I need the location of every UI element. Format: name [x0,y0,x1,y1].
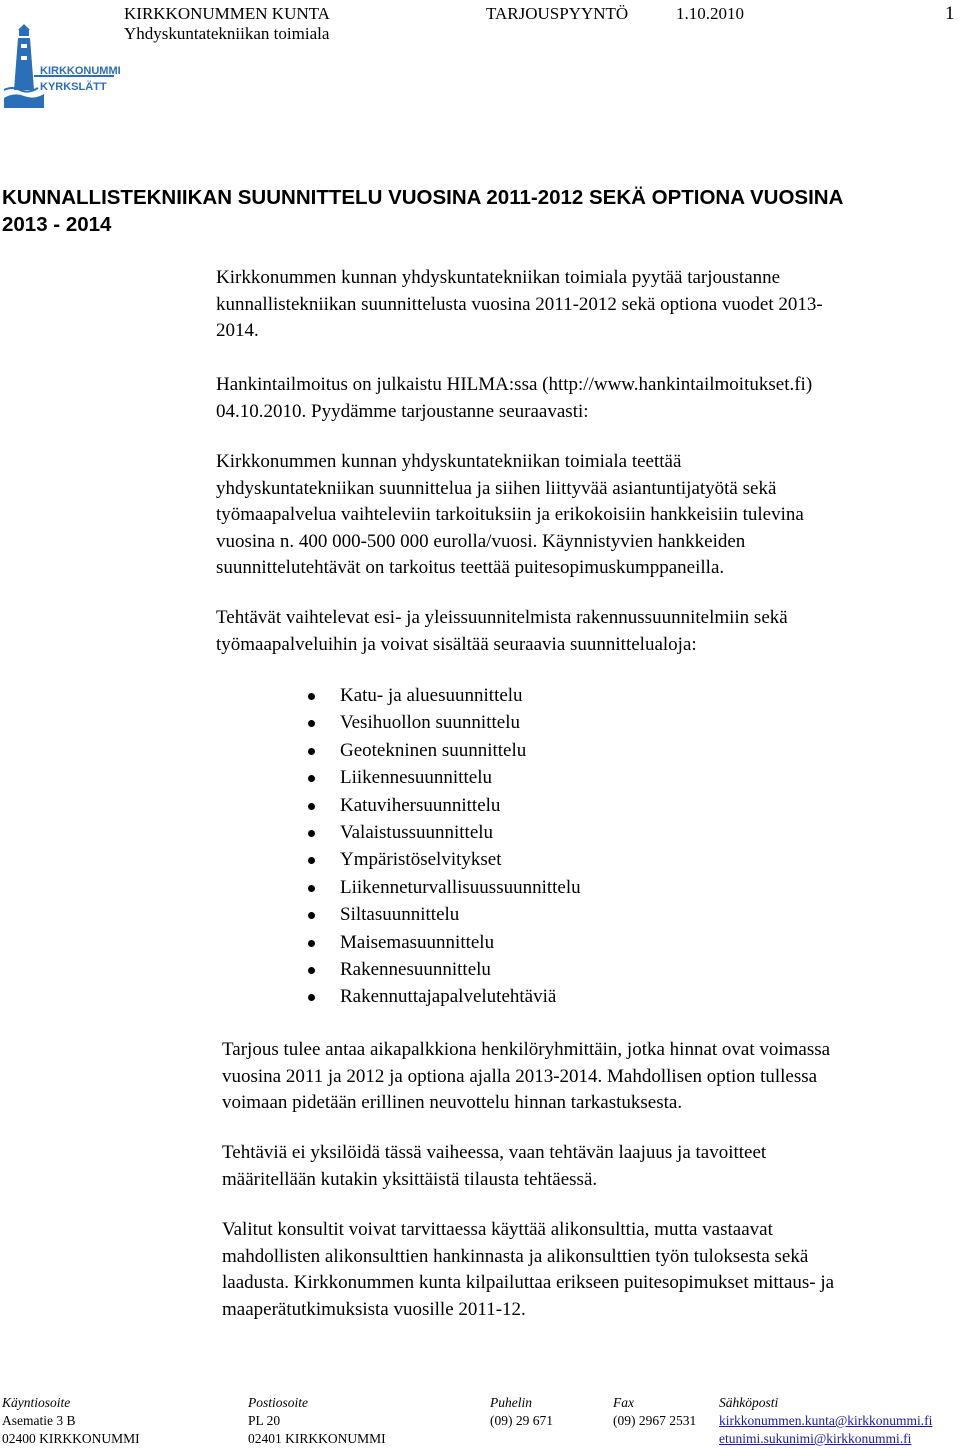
intro-line: kunnallistekniikan suunnittelusta vuosina 2011-2012 sekä optiona vuodet 2013- [216,293,823,315]
scope-line: suunnittelutehtävät on tarkoitus teettää puitesopimuskumppaneilla. [216,557,725,578]
bullet-icon [308,775,315,782]
bullet-icon [308,885,315,892]
list-item [308,874,581,901]
header-department: Yhdyskuntatekniikan toimiala [124,24,330,43]
bullet-icon [308,857,315,864]
intro-line: 2014. [216,320,259,341]
list-item-label: Maisemasuunnittelu [340,931,495,953]
notice-line: Hankintailmoitus on julkaistu HILMA:ssa (http://www.hankintailmoitukset.fi) [216,374,813,395]
notice-paragraph [216,372,812,425]
bullet-icon [308,748,315,755]
header-doctype: TARJOUSPYYNTÖ [486,4,629,23]
footer-postal-address [248,1394,386,1448]
document-title [2,184,952,238]
list-item [308,929,581,956]
scope-line: yhdyskuntatekniikan suunnittelua ja siihen liittyvää asiantuntijatyötä sekä [216,477,777,499]
footer-visit-street: Asematie 3 B [2,1413,76,1428]
offer-line: Tarjous tulee antaa aikapalkkiona henkilöryhmittäin, jotka hinnat ovat voimassa [222,1039,831,1060]
footer-email [719,1394,932,1448]
individual-paragraph [222,1140,766,1193]
subcontract-line: mahdollisten alikonsulttien hankinnasta ja alikonsulttien työn tuloksesta sekä [222,1245,809,1267]
list-item-label: Geotekninen suunnittelu [340,739,527,761]
bullet-icon [308,830,315,837]
list-item [308,737,581,764]
footer-visit-address [2,1394,140,1448]
list-item-label: Liikennesuunnittelu [340,767,492,789]
footer-phone [490,1394,553,1430]
header-date: 1.10.2010 [676,4,744,23]
list-item-label: Katuvihersuunnittelu [340,794,501,816]
title-line-1: KUNNALLISTEKNIIKAN SUUNNITTELU VUOSINA 2011-2012 SEKÄ OPTIONA VUOSINA [2,186,844,209]
list-item-label: Katu- ja aluesuunnittelu [340,685,523,706]
footer-post-heading: Postiosoite [248,1395,308,1410]
list-item-label: Ympäristöselvitykset [340,849,502,871]
tasks-line: Tehtävät vaihtelevat esi- ja yleissuunnitelmista rakennussuunnitelmiin sekä [216,607,788,628]
notice-line: 04.10.2010. Pyydämme tarjoustanne seuraavasti: [216,400,589,422]
bullet-icon [308,967,315,974]
list-item [308,901,581,928]
logo-text-fi: KIRKKONUMMI [40,65,121,77]
list-item-label: Vesihuollon suunnittelu [340,712,520,734]
tasks-line: työmaapalveluihin ja voivat sisältää seuraavia suunnittelualoja: [216,633,697,655]
footer-email-heading: Sähköposti [719,1395,779,1410]
bullet-icon [308,940,315,947]
subcontract-paragraph [222,1217,834,1323]
subcontract-line: Valitut konsultit voivat tarvittaessa käyttää alikonsulttia, mutta vastaavat [222,1219,773,1240]
subcontract-line: laadusta. Kirkkonummen kunta kilpailuttaa erikseen puitesopimukset mittaus- ja [222,1272,835,1293]
list-item [308,819,581,846]
offer-line: vuosina 2011 ja 2012 ja optiona ajalla 2013-2014. Mahdollisen option tullessa [222,1065,818,1087]
bullet-icon [308,720,315,727]
footer-email-link-personal[interactable]: etunimi.sukunimi@kirkkonummi.fi [719,1431,912,1446]
offer-paragraph [222,1037,830,1117]
list-item [308,956,581,983]
list-item-label: Valaistussuunnittelu [340,821,494,843]
footer-fax [613,1394,696,1430]
offer-line: voimaan pidetään erillinen neuvottelu hinnan tarkastuksesta. [222,1092,683,1113]
lighthouse-logo-icon [4,20,124,108]
list-item [308,792,581,819]
scope-line: työmaapalvelua vaihteleviin tarkoituksiin ja erikokoisiin hankkeisiin tulevina [216,504,804,525]
intro-paragraph [216,265,823,345]
list-item [308,983,581,1010]
title-line-2: 2013 - 2014 [2,213,112,236]
scope-line: vuosina n. 400 000-500 000 eurolla/vuosi. Käynnistyvien hankkeiden [216,530,746,552]
footer-fax-heading: Fax [613,1395,634,1410]
footer-visit-heading: Käyntiosoite [2,1395,71,1410]
header-org: KIRKKONUMMEN KUNTA [124,4,330,23]
municipality-logo [4,20,124,108]
logo-text-sv: KYRKSLÄTT [40,81,107,93]
footer-email-link-general[interactable]: kirkkonummen.kunta@kirkkonummi.fi [719,1413,933,1428]
list-item [308,709,581,736]
intro-line: Kirkkonummen kunnan yhdyskuntatekniikan toimiala pyytää tarjoustanne [216,267,781,288]
bullet-icon [308,912,315,919]
footer-phone-number: (09) 29 671 [490,1413,553,1428]
tasks-paragraph [216,605,788,658]
list-item [308,764,581,791]
list-item-label: Liikenneturvallisuussuunnittelu [340,876,581,898]
individual-line: määritellään kutakin yksittäistä tilausta tehtäessä. [222,1168,598,1190]
list-item [308,682,581,709]
bullet-icon [308,693,315,700]
footer-post-city: 02401 KIRKKONUMMI [248,1431,386,1446]
list-item [308,846,581,873]
subcontract-line: maaperätutkimuksista vuosille 2011-12. [222,1298,526,1320]
planning-fields-list [308,682,581,1011]
footer-visit-city: 02400 KIRKKONUMMI [2,1431,140,1446]
individual-line: Tehtäviä ei yksilöidä tässä vaiheessa, vaan tehtävän laajuus ja tavoitteet [222,1142,767,1163]
bullet-icon [308,803,315,810]
page-number: 1 [945,3,955,24]
footer-phone-heading: Puhelin [490,1395,532,1410]
bullet-icon [308,994,315,1001]
footer-fax-number: (09) 2967 2531 [613,1413,697,1428]
list-item-label: Rakennesuunnittelu [340,958,491,980]
list-item-label: Rakennuttajapalvelutehtäviä [340,986,557,1008]
footer-post-box: PL 20 [248,1413,281,1428]
scope-paragraph [216,449,804,582]
scope-line: Kirkkonummen kunnan yhdyskuntatekniikan toimiala teettää [216,451,682,472]
list-item-label: Siltasuunnittelu [340,904,460,926]
